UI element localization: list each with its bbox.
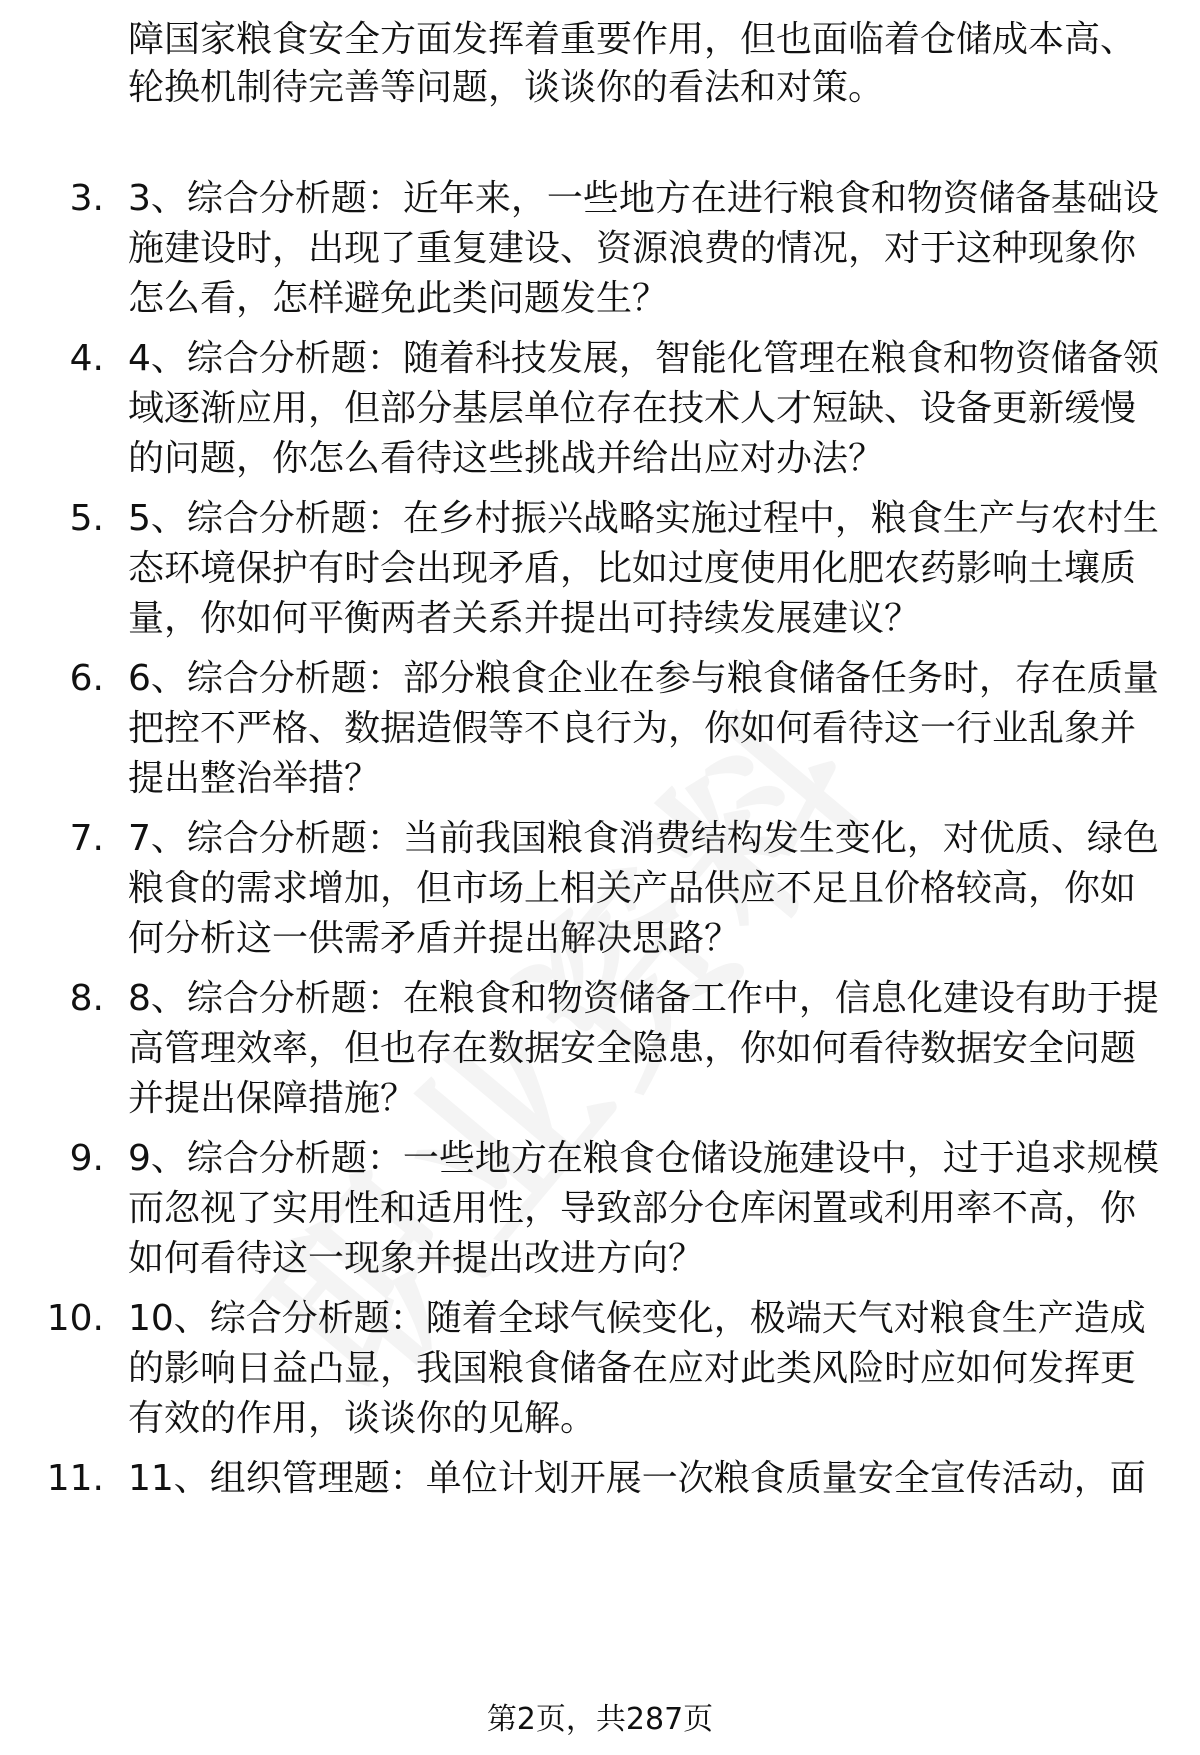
text-line: 施建设时，出现了重复建设、资源浪费的情况，对于这种现象你 <box>128 228 1137 269</box>
question-text <box>128 654 1158 804</box>
question-text <box>128 494 1158 644</box>
question-text <box>128 1294 1158 1444</box>
list-number: 5. <box>69 498 104 539</box>
text-line: 把控不严格、数据造假等不良行为，你如何看待这一行业乱象并 <box>128 708 1137 749</box>
list-number: 9. <box>69 1138 104 1179</box>
text-line: 4、综合分析题：随着科技发展，智能化管理在粮食和物资储备领 <box>128 338 1159 379</box>
text-line: 高管理效率，但也存在数据安全隐患，你如何看待数据安全问题 <box>128 1028 1137 1069</box>
question-text <box>128 814 1158 964</box>
text-line: 有效的作用，谈谈你的见解。 <box>128 1398 597 1439</box>
question-text <box>128 334 1158 484</box>
text-line: 怎么看，怎样避免此类问题发生？ <box>128 278 669 319</box>
text-line: 粮食的需求增加，但市场上相关产品供应不足且价格较高，你如 <box>128 868 1137 909</box>
list-number: 10. <box>46 1298 104 1339</box>
question-text <box>128 974 1158 1124</box>
list-number: 4. <box>69 338 104 379</box>
text-line: 何分析这一供需矛盾并提出解决思路？ <box>128 918 741 959</box>
text-line: 并提出保障措施？ <box>128 1078 417 1119</box>
text-line: 7、综合分析题：当前我国粮食消费结构发生变化，对优质、绿色 <box>128 818 1159 859</box>
text-line: 障国家粮食安全方面发挥着重要作用，但也面临着仓储成本高、 <box>128 19 1137 60</box>
continued-question-text <box>128 16 1158 112</box>
text-line: 提出整治举措？ <box>128 758 381 799</box>
question-text <box>128 1134 1158 1284</box>
list-number: 7. <box>69 818 104 859</box>
text-line: 的问题，你怎么看待这些挑战并给出应对办法？ <box>128 438 885 479</box>
text-line: 的影响日益凸显，我国粮食储备在应对此类风险时应如何发挥更 <box>128 1348 1137 1389</box>
text-line: 域逐渐应用，但部分基层单位存在技术人才短缺、设备更新缓慢 <box>128 388 1137 429</box>
text-line: 8、综合分析题：在粮食和物资储备工作中，信息化建设有助于提 <box>128 978 1159 1019</box>
text-line: 10、综合分析题：随着全球气候变化，极端天气对粮食生产造成 <box>128 1298 1146 1339</box>
text-line: 而忽视了实用性和适用性，导致部分仓库闲置或利用率不高，你 <box>128 1188 1137 1229</box>
list-number: 8. <box>69 978 104 1019</box>
text-line: 5、综合分析题：在乡村振兴战略实施过程中，粮食生产与农村生 <box>128 498 1159 539</box>
text-line: 11、组织管理题：单位计划开展一次粮食质量安全宣传活动，面 <box>128 1458 1146 1499</box>
text-line: 3、综合分析题：近年来，一些地方在进行粮食和物资储备基础设 <box>128 178 1159 219</box>
list-number: 3. <box>69 178 104 219</box>
text-line: 量，你如何平衡两者关系并提出可持续发展建议？ <box>128 598 921 639</box>
text-line: 如何看待这一现象并提出改进方向？ <box>128 1238 705 1279</box>
text-line: 9、综合分析题：一些地方在粮食仓储设施建设中，过于追求规模 <box>128 1138 1159 1179</box>
text-line: 态环境保护有时会出现矛盾，比如过度使用化肥农药影响土壤质 <box>128 548 1137 589</box>
question-text <box>128 1454 1158 1504</box>
text-line: 轮换机制待完善等问题，谈谈你的看法和对策。 <box>128 67 885 108</box>
text-line: 6、综合分析题：部分粮食企业在参与粮食储备任务时，存在质量 <box>128 658 1159 699</box>
list-number: 11. <box>46 1458 104 1499</box>
list-number: 6. <box>69 658 104 699</box>
question-text <box>128 174 1158 324</box>
page-number-footer: 第2页，共287页 <box>486 1702 714 1737</box>
